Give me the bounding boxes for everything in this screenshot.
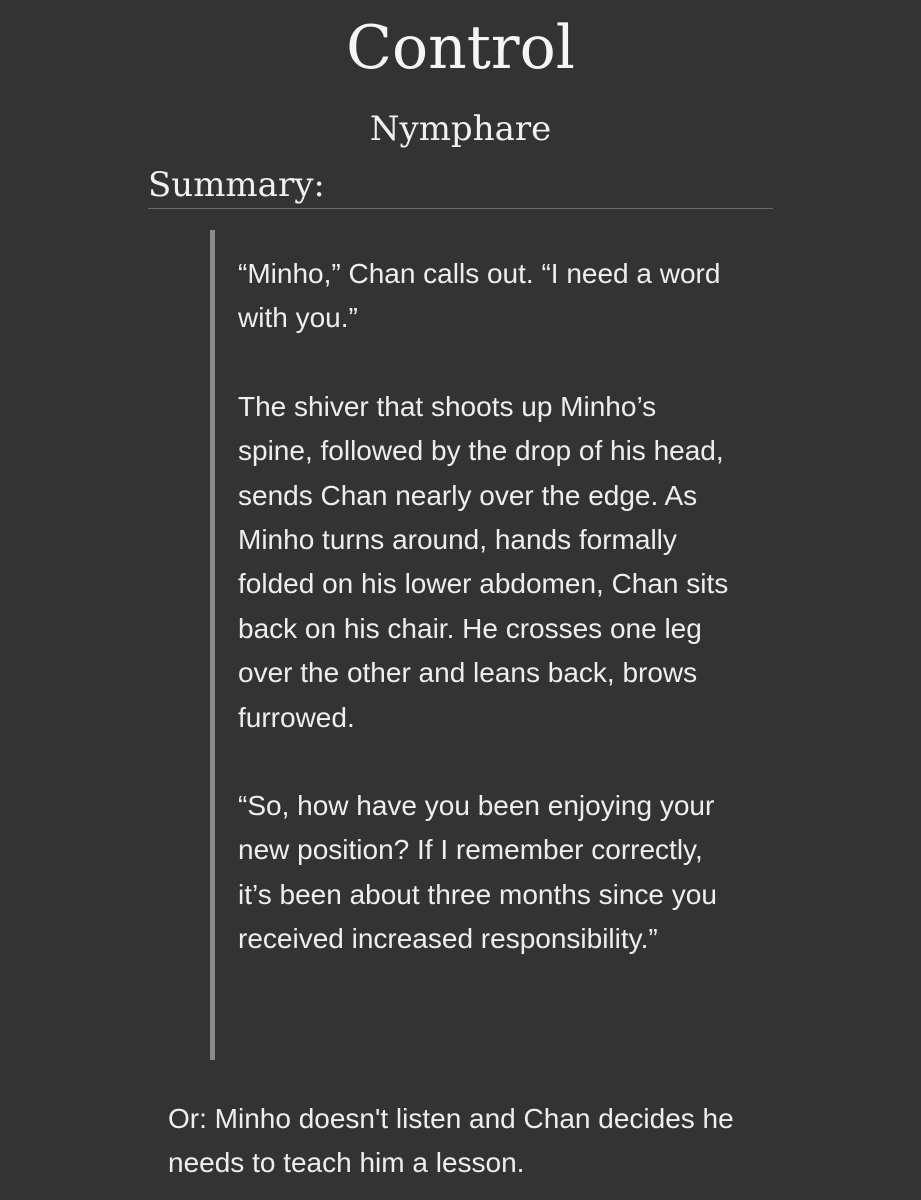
summary-heading: Summary:	[148, 162, 773, 209]
summary-paragraph-1: “Minho,” Chan calls out. “I need a word with you.”	[238, 258, 721, 334]
summary-paragraph-2: The shiver that shoots up Minho’s spine, followed by the drop of his head, sends Chan nearly over the edge. As Minho turns around, hands formally folded on his lower abdomen, Chan sits back on his chair. He crosses one leg over the other and leans back, brows furrowed.	[238, 390, 729, 733]
summary-tagline: Or: Minho doesn't listen and Chan decides he needs to teach him a lesson.	[168, 1103, 734, 1179]
summary-blockquote	[210, 230, 730, 1060]
summary-paragraph-3: “So, how have you been enjoying your new position? If I remember correctly, it’s been about three months since you received increased responsibility.”	[238, 790, 717, 955]
author-name[interactable]: Nymphare	[369, 109, 552, 149]
work-title: Control	[346, 13, 575, 83]
